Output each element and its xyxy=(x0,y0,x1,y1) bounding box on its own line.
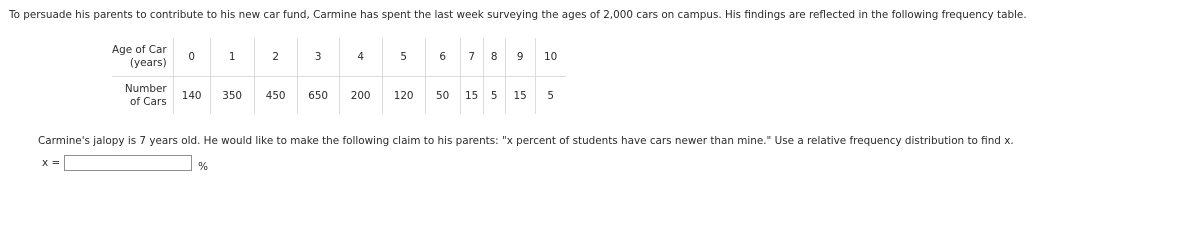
count-cell: 5 xyxy=(483,77,505,115)
age-cell: 3 xyxy=(297,38,339,77)
age-cell: 2 xyxy=(254,38,297,77)
age-cell: 9 xyxy=(505,38,535,77)
age-cell: 7 xyxy=(460,38,483,77)
frequency-table xyxy=(112,38,566,114)
age-cell: 4 xyxy=(339,38,382,77)
count-header-line-1: Number xyxy=(124,82,167,95)
age-cell: 5 xyxy=(382,38,425,77)
problem-intro: To persuade his parents to contribute to his new car fund, Carmine has spent the last week surveying the ages of 2,000 cars on campus. His findings are reflected in the following frequency table. xyxy=(9,9,1027,21)
count-cell: 650 xyxy=(297,77,339,115)
age-header xyxy=(112,38,173,77)
count-cell: 5 xyxy=(535,77,566,115)
count-cell: 50 xyxy=(425,77,460,115)
age-cell: 1 xyxy=(210,38,254,77)
age-cell: 6 xyxy=(425,38,460,77)
age-header-line-1: Age of Car xyxy=(112,44,167,56)
percent-unit: % xyxy=(198,161,209,173)
x-answer-input[interactable] xyxy=(64,155,192,171)
x-label: x = xyxy=(42,157,61,169)
answer-row xyxy=(42,154,208,172)
count-cell: 120 xyxy=(382,77,425,115)
age-cell: 10 xyxy=(535,38,566,77)
count-cell: 15 xyxy=(460,77,483,115)
age-row xyxy=(112,38,566,77)
count-cell: 200 xyxy=(339,77,382,115)
question-text: Carmine's jalopy is 7 years old. He would like to make the following claim to his parents: "x percent of students have cars newer than mine." Use a relative frequency distribution to find x. xyxy=(38,135,1014,147)
age-cell: 0 xyxy=(173,38,210,77)
count-row xyxy=(112,77,566,115)
count-cell: 140 xyxy=(173,77,210,115)
count-cell: 350 xyxy=(210,77,254,115)
age-header-line-2: (years) xyxy=(129,57,167,69)
age-cell: 8 xyxy=(483,38,505,77)
count-header xyxy=(112,77,173,115)
count-cell: 450 xyxy=(254,77,297,115)
count-cell: 15 xyxy=(505,77,535,115)
count-header-line-2: of Cars xyxy=(129,95,167,108)
